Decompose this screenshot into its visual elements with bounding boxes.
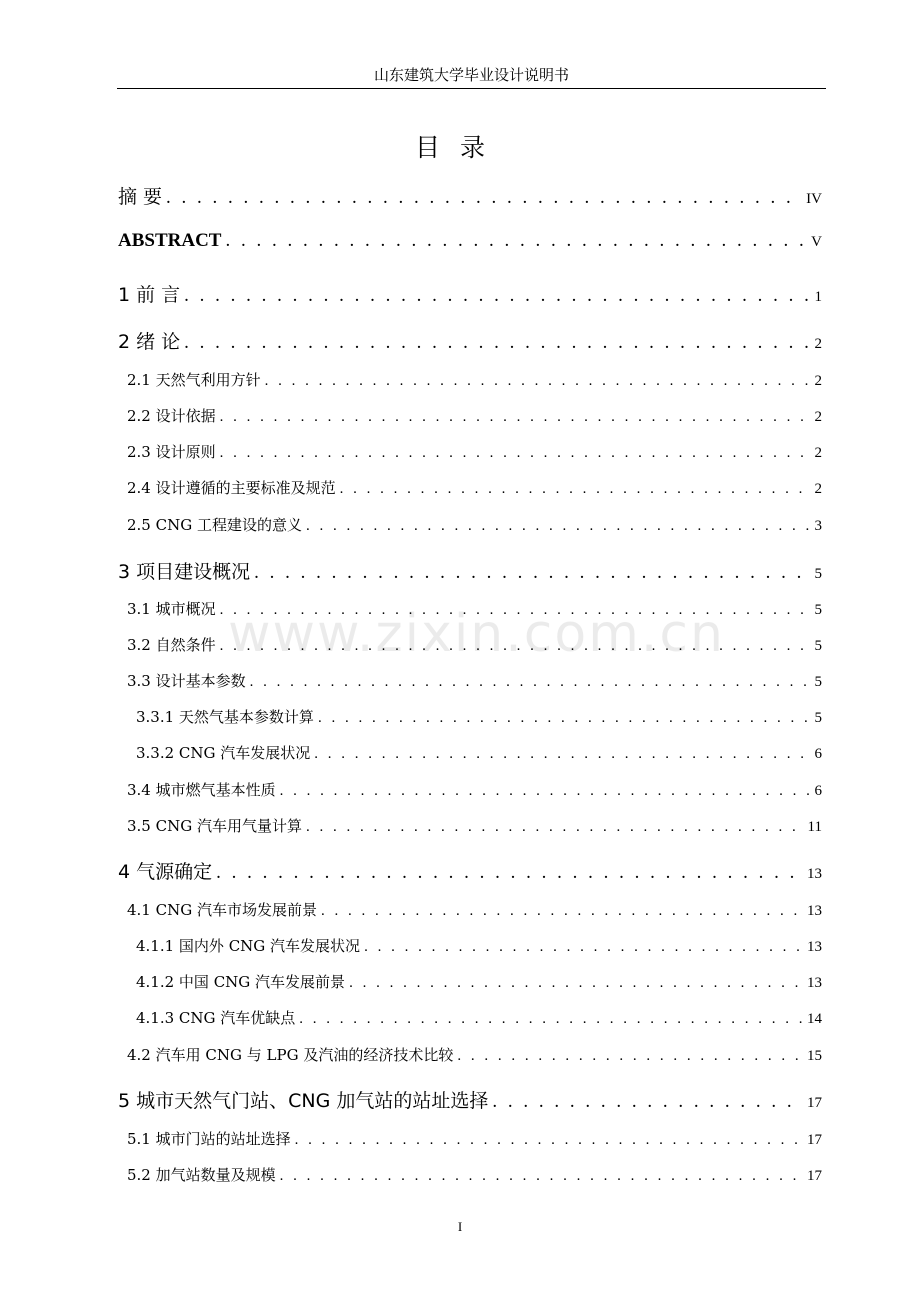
toc-entry[interactable]	[127, 598, 822, 619]
toc-entry-title: 2.1 天然气利用方针	[127, 371, 261, 389]
toc-entry[interactable]	[118, 857, 822, 884]
toc-entry[interactable]	[127, 1128, 822, 1149]
toc-leader-dots	[220, 602, 811, 619]
toc-entry[interactable]	[127, 477, 822, 498]
toc-entry[interactable]	[136, 971, 822, 992]
toc-leader-dots	[318, 710, 811, 727]
toc-entry[interactable]	[127, 514, 822, 535]
toc-entry[interactable]	[127, 1044, 822, 1065]
toc-entry[interactable]	[118, 327, 822, 354]
toc-entry[interactable]	[127, 779, 822, 800]
toc-entry-page: 13	[807, 866, 822, 882]
toc-entry-title: 3.1 城市概况	[127, 600, 216, 618]
toc-leader-dots	[349, 975, 803, 992]
toc-entry[interactable]	[136, 706, 822, 727]
toc-leader-dots	[321, 903, 803, 920]
watermark: www.zixin.com.cn	[228, 604, 725, 664]
toc-entry-title: 3.2 自然条件	[127, 636, 216, 654]
toc-entry-title: 1 前 言	[118, 284, 181, 306]
toc-leader-dots	[220, 638, 811, 655]
toc-entry-page: 14	[807, 1011, 822, 1027]
toc-entry-title: 3 项目建设概况	[118, 561, 251, 583]
toc-entry-page: 5	[814, 602, 822, 618]
toc-entry[interactable]	[118, 230, 822, 252]
toc-entry-page: 15	[807, 1048, 822, 1064]
toc-entry-page: 17	[807, 1168, 822, 1184]
toc-entry-page: 11	[807, 819, 822, 835]
toc-entry-page: 2	[814, 373, 822, 389]
toc-leader-dots	[340, 481, 811, 498]
toc-entry-page: 1	[814, 289, 822, 305]
toc-entry-page: 13	[807, 939, 822, 955]
toc-entry-title: 2.2 设计依据	[127, 407, 216, 425]
toc-entry-title: 3.4 城市燃气基本性质	[127, 781, 276, 799]
page-number: I	[457, 1219, 463, 1234]
toc-entry[interactable]	[127, 815, 822, 836]
toc-entry-title: 4.1.3 CNG 汽车优缺点	[136, 1009, 296, 1027]
toc-leader-dots	[216, 862, 803, 884]
toc-entry-page: 5	[814, 638, 822, 654]
toc-entry[interactable]	[127, 899, 822, 920]
toc-entry-title: 4.1.2 中国 CNG 汽车发展前景	[136, 973, 346, 991]
page-title: 目录	[414, 133, 505, 162]
toc-entry-page: 13	[807, 903, 822, 919]
toc-leader-dots	[299, 1011, 803, 1028]
toc-leader-dots	[184, 332, 810, 354]
toc-entry[interactable]	[118, 182, 822, 209]
toc-entry-page: 17	[807, 1132, 822, 1148]
toc-leader-dots	[265, 373, 811, 390]
toc-entry-page: 2	[814, 481, 822, 497]
toc-leader-dots	[492, 1091, 803, 1113]
toc-entry[interactable]	[136, 935, 822, 956]
toc-entry-page: 5	[814, 710, 822, 726]
header-rule	[117, 88, 826, 89]
toc-entry-title: 2 绪 论	[118, 331, 181, 353]
toc-entry-title: 4.1 CNG 汽车市场发展前景	[127, 901, 317, 919]
toc-entry-title: 5.1 城市门站的站址选择	[127, 1130, 291, 1148]
toc-entry[interactable]	[118, 1086, 822, 1113]
toc-leader-dots	[166, 187, 802, 209]
toc-entry-page: 2	[814, 409, 822, 425]
toc-entry-title: 3.3 设计基本参数	[127, 672, 246, 690]
toc-leader-dots	[225, 230, 807, 252]
toc-leader-dots	[220, 409, 811, 426]
toc-leader-dots	[280, 1168, 803, 1185]
toc-leader-dots	[220, 445, 811, 462]
page-header: 山东建筑大学毕业设计说明书	[373, 66, 569, 84]
toc-leader-dots	[250, 674, 811, 691]
toc-leader-dots	[457, 1048, 803, 1065]
toc-leader-dots	[306, 819, 804, 836]
toc-entry[interactable]	[127, 670, 822, 691]
toc-entry[interactable]	[127, 405, 822, 426]
toc-entry-title: 3.3.1 天然气基本参数计算	[136, 708, 314, 726]
toc-leader-dots	[364, 939, 803, 956]
toc-entry-title: 4 气源确定	[118, 861, 213, 883]
toc-entry-title: 3.5 CNG 汽车用气量计算	[127, 817, 302, 835]
toc-entry[interactable]	[136, 1007, 822, 1028]
toc-entry-page: 2	[814, 336, 822, 352]
toc-entry-title: 3.3.2 CNG 汽车发展状况	[136, 744, 311, 762]
toc-entry-title: 2.3 设计原则	[127, 443, 216, 461]
toc-entry-page: 2	[814, 445, 822, 461]
toc-entry[interactable]	[127, 441, 822, 462]
toc-entry-page: 17	[807, 1095, 822, 1111]
toc-leader-dots	[295, 1132, 803, 1149]
toc-entry-page: V	[811, 234, 822, 250]
toc-entry-page: 6	[814, 783, 822, 799]
toc-entry-title: 5.2 加气站数量及规模	[127, 1166, 276, 1184]
toc-entry[interactable]	[118, 557, 822, 584]
toc-leader-dots	[280, 783, 811, 800]
toc-entry-page: 5	[814, 674, 822, 690]
toc-entry-title: 2.4 设计遵循的主要标准及规范	[127, 479, 336, 497]
toc-leader-dots	[314, 746, 810, 763]
toc-entry-title: ABSTRACT	[118, 230, 222, 251]
toc-leader-dots	[306, 518, 811, 535]
toc-entry-title: 4.2 汽车用 CNG 与 LPG 及汽油的经济技术比较	[127, 1046, 454, 1064]
toc-entry-page: 13	[807, 975, 822, 991]
toc-entry-title: 摘 要	[118, 186, 163, 208]
toc-entry-page: 3	[814, 518, 822, 534]
toc-entry-title: 5 城市天然气门站、CNG 加气站的站址选择	[118, 1090, 489, 1112]
toc-leader-dots	[254, 562, 810, 584]
toc-entry[interactable]	[127, 369, 822, 390]
toc-entry[interactable]	[136, 742, 822, 763]
toc-entry[interactable]	[127, 1164, 822, 1185]
toc-entry-page: 5	[814, 566, 822, 582]
toc-entry-page: IV	[806, 191, 822, 207]
toc-entry[interactable]	[127, 634, 822, 655]
toc-entry-title: 4.1.1 国内外 CNG 汽车发展状况	[136, 937, 361, 955]
toc-entry-title: 2.5 CNG 工程建设的意义	[127, 516, 302, 534]
toc-entry-page: 6	[814, 746, 822, 762]
toc-entry[interactable]	[118, 280, 822, 307]
toc-leader-dots	[184, 285, 810, 307]
